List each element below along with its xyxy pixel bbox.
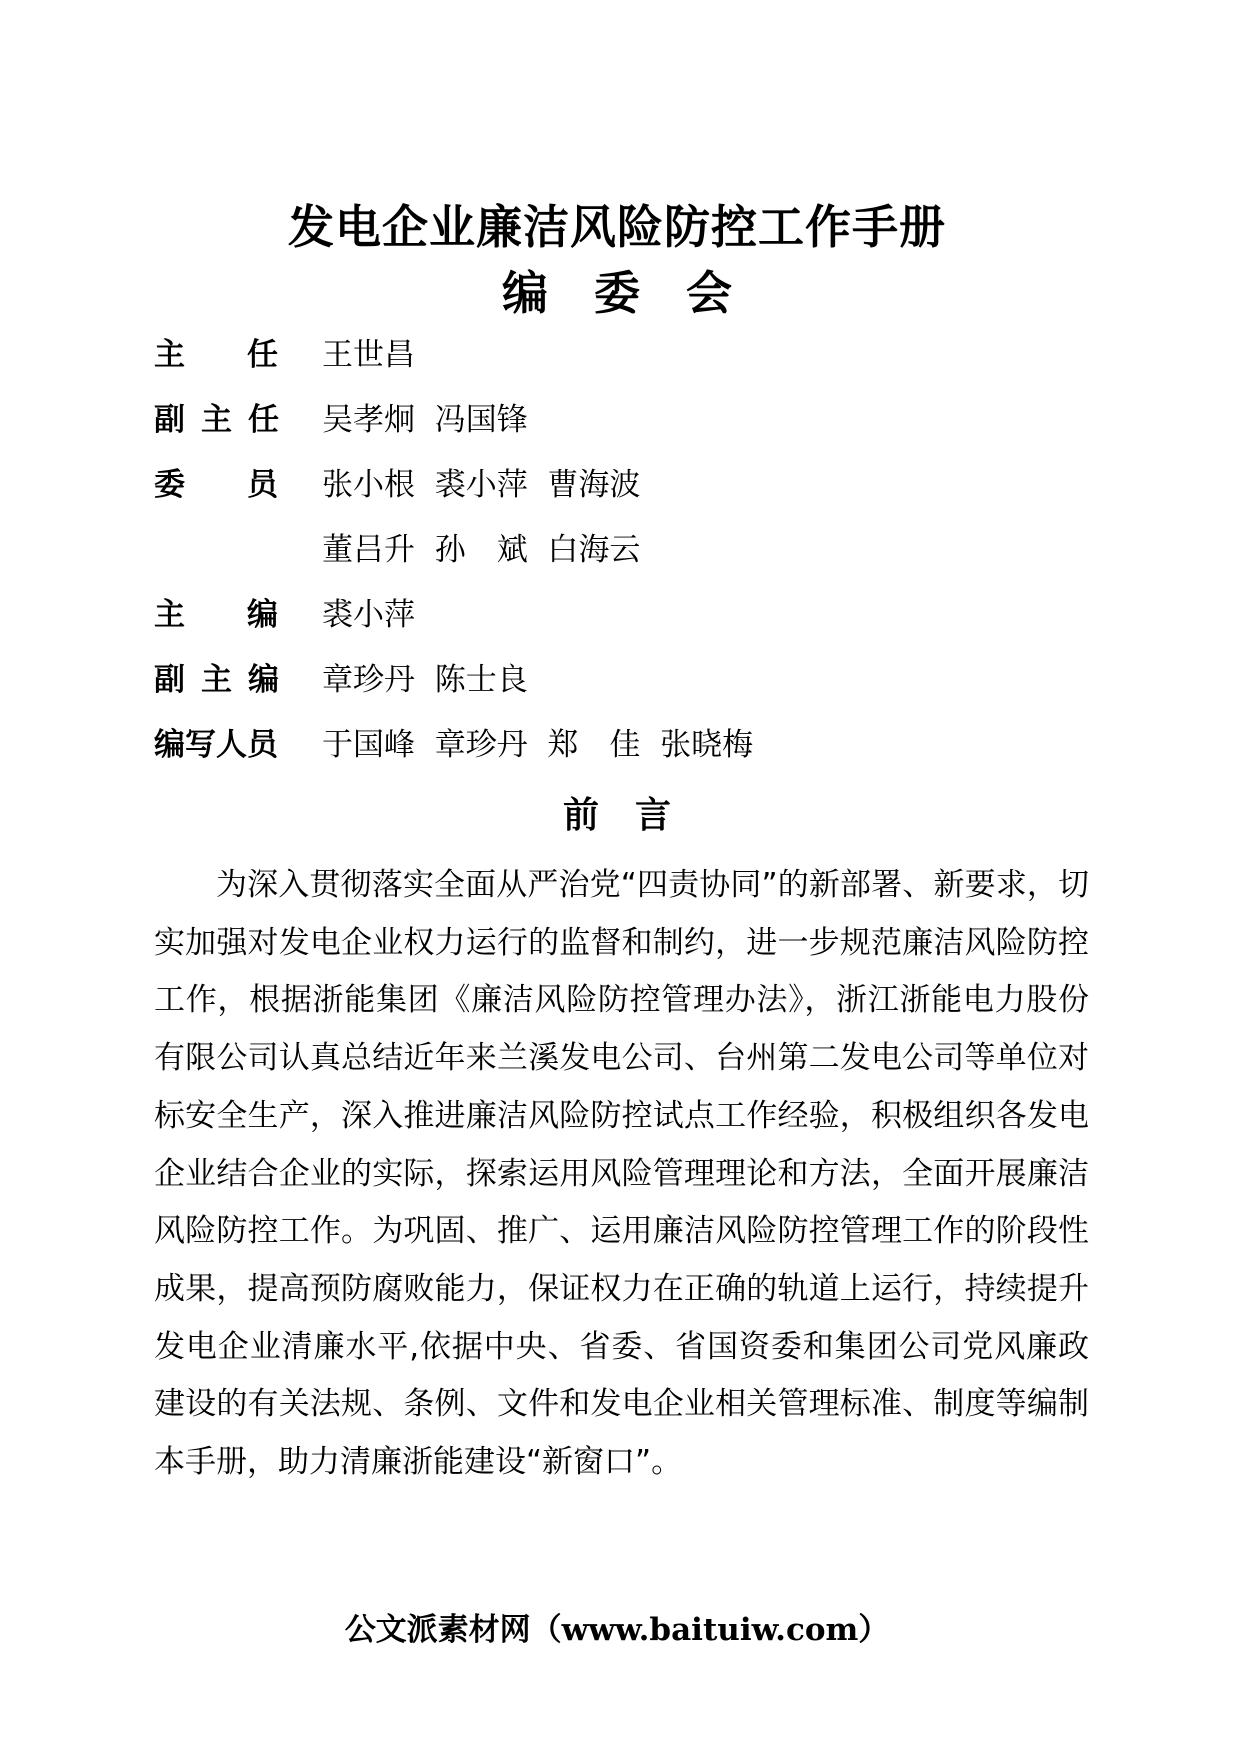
roster-names: 于国峰 章珍丹 郑 佳 张晓梅 [322,727,754,763]
roster-row-director [154,333,1104,398]
document-title: 发电企业廉洁风险防控工作手册 [288,200,946,254]
roster-names: 董吕升 孙 斌 白海云 [322,532,641,568]
roster-names: 裘小萍 [322,597,415,633]
source-watermark: 公文派素材网（www.baituiw.com） [344,1612,890,1648]
roster-label: 编写人员 [154,727,278,763]
roster-row-writers [154,723,1104,788]
roster-names: 张小根 裘小萍 曹海波 [322,467,641,503]
roster-names: 王世昌 [322,337,415,373]
roster-row-deputy-director [154,398,1104,463]
committee-heading: 编 委 会 [502,266,732,320]
roster-row-deputy-editor [154,658,1104,723]
roster-row-members-continued [154,528,1104,593]
roster-row-members [154,463,1104,528]
roster-label: 副主任 [154,402,295,438]
roster-names: 吴孝炯 冯国锋 [322,402,528,438]
roster-label: 委 员 [154,467,278,503]
roster-label: 主 任 [154,337,278,373]
roster-label: 副主编 [154,662,295,698]
preface-paragraph: 为深入贯彻落实全面从严治党“四责协同”的新部署、新要求，切实加强对发电企业权力运行的监督和制约，进一步规范廉洁风险防控工作，根据浙能集团《廉洁风险防控管理办法》，浙江浙能电力股份有限公司认真总结近年来兰溪发电公司、台州第二发电公司等单位对标安全生产，深入推进廉洁风险防控试点工作经验，积极组织各发电企业结合企业的实际，探索运用风险管理理论和方法，全面开展廉洁风险防控工作。为巩固、推广、运用廉洁风险防控管理工作的阶段性成果，提高预防腐败能力，保证权力在正确的轨道上运行，持续提升发电企业清廉水平,依据中央、省委、省国资委和集团公司党风廉政建设的有关法规、条例、文件和发电企业相关管理标准、制度等编制本手册，助力清廉浙能建设“新窗口”。 [154,867,1089,1481]
roster-names: 章珍丹 陈士良 [322,662,528,698]
roster-label: 主 编 [154,597,278,633]
committee-roster [154,333,1104,788]
preface-heading: 前 言 [562,795,671,836]
roster-row-chief-editor [154,593,1104,658]
